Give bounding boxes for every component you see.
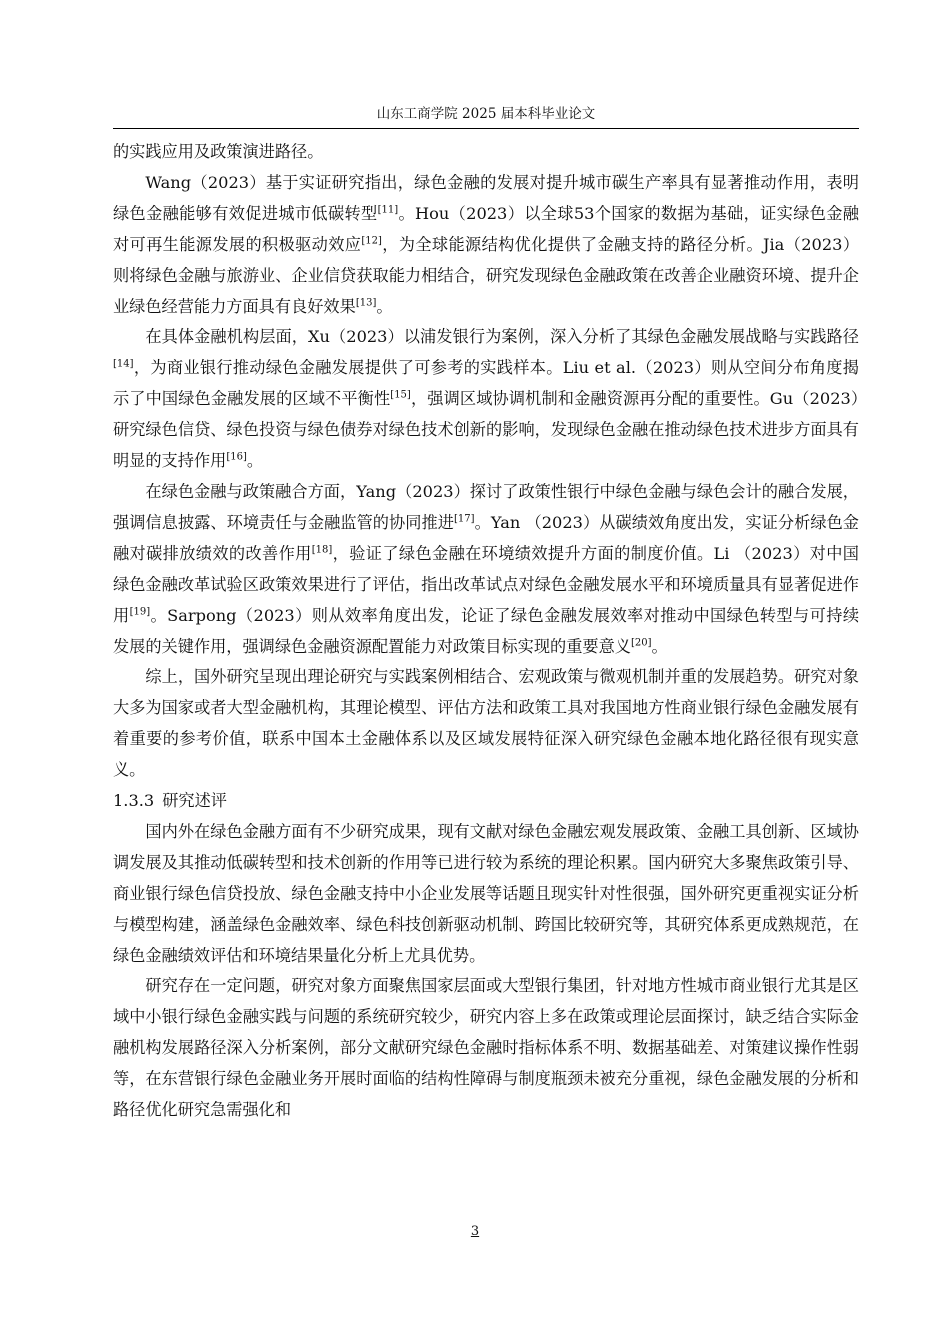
- paragraph: [113, 168, 859, 323]
- paragraph: [113, 817, 859, 972]
- paragraph: [113, 662, 859, 786]
- section-number: 1.3.3: [113, 791, 155, 811]
- running-header: [113, 100, 859, 129]
- paragraph-text: ，验证了绿色金融在环境绩效提升方面的制度价值。Li （2023）对中国绿色金融改革试验区政策效果进行了评估，指出改革试点对绿色金融发展水平和环境质量具有显著促进作用: [113, 543, 859, 625]
- citation-marker: [14]: [113, 358, 134, 370]
- paragraph-text: ，强调区域协调机制和金融资源再分配的重要性。Gu（2023）研究绿色信贷、绿色投资与绿色债券对绿色技术创新的影响，发现绿色金融在推动绿色技术进步方面具有明显的支持作用: [113, 389, 860, 471]
- paragraph-text: 在绿色金融与政策融合方面，Yang（2023）探讨了政策性银行中绿色金融与绿色会计的融合发展，强调信息披露、环境责任与金融监管的协同推进: [113, 481, 859, 532]
- paragraph-text: 。Sarpong（2023）则从效率角度出发，论证了绿色金融发展效率对推动中国绿色转型与可持续发展的关键作用，强调绿色金融资源配置能力对政策目标实现的重要意义: [113, 605, 860, 656]
- paragraph-text: ，为全球能源结构优化提供了金融支持的路径分析。Jia（2023）则将绿色金融与旅游业、企业信贷获取能力相结合，研究发现绿色金融政策在改善企业融资环境、提升企业绿色经营能力方面具有良好效果: [113, 234, 860, 316]
- paragraph: [113, 322, 859, 477]
- paragraph-text: 研究存在一定问题，研究对象方面聚焦国家层面或大型银行集团，针对地方性城市商业银行尤其是区域中小银行绿色金融实践与问题的系统研究较少，研究内容上多在政策或理论层面探讨，缺乏结合实际金融机构发展路径深入分析案例，部分文献研究绿色金融时指标体系不明、数据基础差、对策建议操作性弱等，在东营银行绿色金融业务开展时面临的结构性障碍与制度瓶颈未被充分重视，绿色金融发展的分析和路径优化研究急需强化和: [113, 976, 859, 1120]
- paragraph-text: 的实践应用及政策演进路径。: [113, 142, 324, 161]
- citation-marker: [13]: [355, 297, 377, 309]
- citation-marker: [11]: [377, 204, 399, 216]
- paragraph-text: 在具体金融机构层面，Xu（2023）以浦发银行为案例，深入分析了其绿色金融发展战略与实践路径: [145, 327, 859, 347]
- citation-marker: [18]: [311, 544, 333, 556]
- paragraph-text: 综上，国外研究呈现出理论研究与实践案例相结合、宏观政策与微观机制并重的发展趋势。研究对象大多为国家或者大型金融机构，其理论模型、评估方法和政策工具对我国地方性商业银行绿色金融发展有着重要的参考价值，联系中国本土金融体系以及区域发展特征深入研究绿色金融本地化路径很有现实意义。: [113, 667, 859, 780]
- section-heading: [113, 786, 859, 817]
- citation-marker: [15]: [390, 389, 411, 401]
- citation-marker: [16]: [226, 451, 247, 463]
- paragraph: [113, 137, 859, 168]
- paragraph-text: ，为商业银行推动绿色金融发展提供了可参考的实践样本。Liu et al.（2023）则从空间分布角度揭示了中国绿色金融发展的区域不平衡性: [113, 358, 859, 409]
- paragraph: [113, 477, 859, 662]
- citation-marker: [12]: [361, 235, 382, 247]
- section-title: 研究述评: [162, 791, 227, 811]
- paragraph-text: 。: [376, 296, 393, 316]
- citation-marker: [20]: [631, 637, 652, 649]
- paragraph: [113, 971, 859, 1126]
- paragraph-group-foreign-research: [113, 137, 859, 786]
- citation-marker: [17]: [454, 513, 475, 525]
- paragraph-group-review: [113, 817, 859, 1126]
- paragraph-text: 国内外在绿色金融方面有不少研究成果，现有文献对绿色金融宏观发展政策、金融工具创新、区域协调发展及其推动低碳转型和技术创新的作用等已进行较为系统的理论积累。国内研究大多聚焦政策引导、商业银行绿色信贷投放、绿色金融支持中小企业发展等话题且现实针对性很强，国外研究更重视实证分析与模型构建，涵盖绿色金融效率、绿色科技创新驱动机制、跨国比较研究等，其研究体系更成熟规范，在绿色金融绩效评估和环境结果量化分析上尤具优势。: [113, 821, 859, 965]
- body-text: [113, 137, 859, 1126]
- paragraph-text: 。: [651, 636, 668, 656]
- page-number: 3: [470, 1224, 480, 1239]
- paragraph-text: 。Hou（2023）以全球53个国家的数据为基础，证实绿色金融对可再生能源发展的积极驱动效应: [113, 203, 859, 254]
- running-header-title: 山东工商学院 2025 届本科毕业论文: [376, 106, 596, 122]
- paragraph-text: 。Yan （2023）从碳绩效角度出发，实证分析绿色金融对碳排放绩效的改善作用: [113, 512, 859, 563]
- paragraph-text: 。: [246, 451, 264, 471]
- citation-marker: [19]: [129, 606, 151, 618]
- paragraph-text: Wang（2023）基于实证研究指出，绿色金融的发展对提升城市碳生产率具有显著推动作用，表明绿色金融能够有效促进城市低碳转型: [113, 172, 859, 223]
